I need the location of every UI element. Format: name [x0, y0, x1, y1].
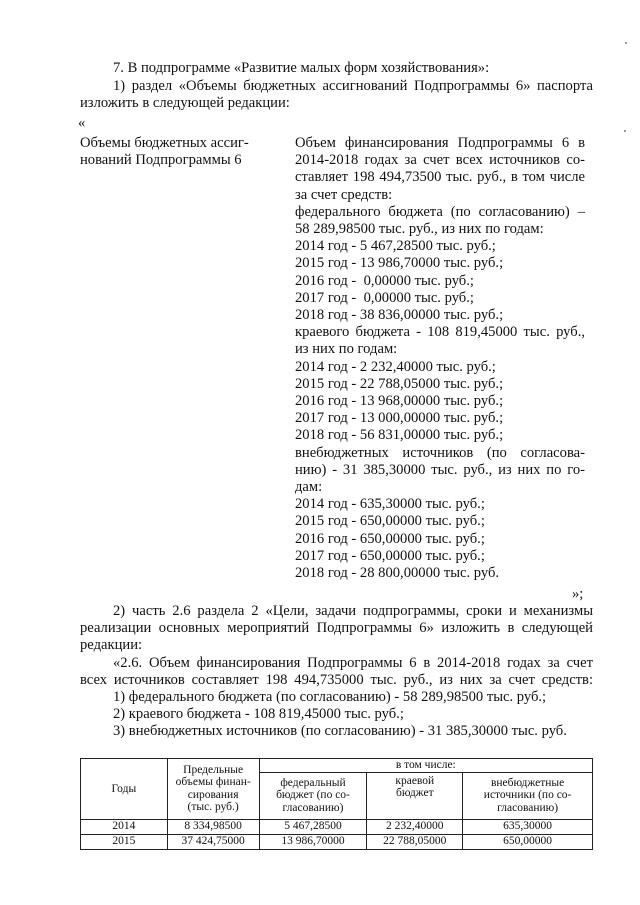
passport-right-line: 2015 год - 22 788,05000 тыс. руб.;: [295, 375, 504, 392]
passport-right-line: 2015 год - 13 986,70000 тыс. руб.;: [295, 255, 504, 272]
header-offbudget: внебюджетные источники (по со- гласованию): [463, 772, 593, 819]
source-regional: 2) краевого бюджета - 108 819,45000 тыс. руб.;: [113, 706, 404, 722]
financing-table: [80, 758, 593, 850]
passport-right-line: 2014 год - 635,30000 тыс. руб.;: [295, 496, 485, 513]
header-federal: федеральный бюджет (по со- гласованию): [259, 772, 367, 819]
scan-speck: [625, 42, 627, 44]
paragraph-2-6-line-1: «2.6. Объем финансирования Подпрограммы 6 в 2014-2018 годах за счет: [113, 655, 593, 671]
passport-right-line: 2014-2018 годах за счет всех источников со-: [295, 152, 585, 169]
table-row: [81, 819, 593, 834]
cell-regional: 22 788,05000: [367, 834, 463, 849]
header-limits: Предельные объемы финан- сирования (тыс. руб.): [167, 759, 259, 820]
passport-right-line: 2017 год - 13 000,00000 тыс. руб.;: [295, 410, 504, 427]
part-2-line-2: реализации основных мероприятий Подпрограммы 6» изложить в следующей: [80, 620, 593, 636]
passport-right-line: ставляет 198 494,73500 тыс. руб., в том числе: [295, 169, 585, 186]
passport-right-line: из них по годам:: [295, 341, 398, 358]
part-2-line-1: 2) часть 2.6 раздела 2 «Цели, задачи подпрограммы, сроки и механизмы: [113, 603, 593, 619]
passport-right-line: Объем финансирования Подпрограммы 6 в: [295, 135, 585, 151]
passport-right-line: 2018 год - 38 836,00000 тыс. руб.;: [295, 307, 504, 324]
passport-right-line: 2016 год - 650,00000 тыс. руб.;: [295, 530, 485, 547]
section-7-heading: 7. В подпрограмме «Развитие малых форм хозяйствования»:: [113, 60, 490, 76]
passport-right-line: 2017 год - 0,00000 тыс. руб.;: [295, 289, 474, 306]
cell-offbudget: 650,00000: [463, 834, 593, 849]
item-1-line-2: изложить в следующей редакции:: [80, 95, 290, 111]
cell-regional: 2 232,40000: [367, 819, 463, 834]
source-federal: 1) федерального бюджета (по согласованию) - 58 289,98500 тыс. руб.;: [113, 689, 547, 705]
passport-right-line: 58 289,98500 тыс. руб., из них по годам:: [295, 221, 544, 238]
open-quote: «: [78, 115, 86, 131]
passport-right-line: дам:: [295, 479, 323, 496]
passport-right-line: 2016 год - 13 968,00000 тыс. руб.;: [295, 393, 504, 410]
passport-right-column: [295, 135, 585, 582]
passport-right-line: 2018 год - 28 800,00000 тыс. руб.: [295, 565, 500, 582]
cell-total: 8 334,98500: [167, 819, 259, 834]
source-offbudget: 3) внебюджетных источников (по согласованию) - 31 385,30000 тыс. руб.: [113, 723, 567, 739]
cell-federal: 13 986,70000: [259, 834, 367, 849]
header-regional: краевой бюджет: [367, 772, 463, 819]
passport-right-line: федерального бюджета (по согласованию) –: [295, 203, 585, 220]
passport-right-line: 2014 год - 5 467,28500 тыс. руб.;: [295, 238, 496, 255]
paragraph-2-6-line-2: всех источников составляет 198 494,735000 тыс. руб., из них за счет средств:: [80, 672, 593, 688]
passport-right-line: 2018 год - 56 831,00000 тыс. руб.;: [295, 427, 504, 444]
cell-offbudget: 635,30000: [463, 819, 593, 834]
part-2-line-3: редакции:: [80, 637, 143, 653]
passport-right-line: 2016 год - 0,00000 тыс. руб.;: [295, 272, 474, 289]
header-years: Годы: [81, 759, 168, 820]
scan-speck: [624, 130, 626, 132]
passport-right-line: за счет средств:: [295, 186, 393, 203]
passport-right-line: 2014 год - 2 232,40000 тыс. руб.;: [295, 358, 496, 375]
passport-right-line: внебюджетных источников (по согласова-: [295, 444, 585, 461]
cell-year: 2015: [81, 834, 168, 849]
passport-right-line: краевого бюджета - 108 819,45000 тыс. руб.,: [295, 324, 585, 341]
cell-total: 37 424,75000: [167, 834, 259, 849]
item-1-line-1: 1) раздел «Объемы бюджетных ассигнований Подпрограммы 6» паспорта: [113, 78, 593, 94]
passport-left-line-2: нований Подпрограммы 6: [80, 152, 242, 168]
table-row: [81, 834, 593, 849]
cell-year: 2014: [81, 819, 168, 834]
passport-left-line-1: Объемы бюджетных ассиг-: [80, 135, 249, 151]
header-including: в том числе:: [259, 759, 592, 773]
passport-right-line: 2015 год - 650,00000 тыс. руб.;: [295, 513, 485, 530]
cell-federal: 5 467,28500: [259, 819, 367, 834]
passport-right-line: нию) - 31 385,30000 тыс. руб., из них по го-: [295, 461, 585, 478]
passport-right-line: 2017 год - 650,00000 тыс. руб.;: [295, 547, 485, 564]
close-quote: »;: [572, 586, 584, 602]
